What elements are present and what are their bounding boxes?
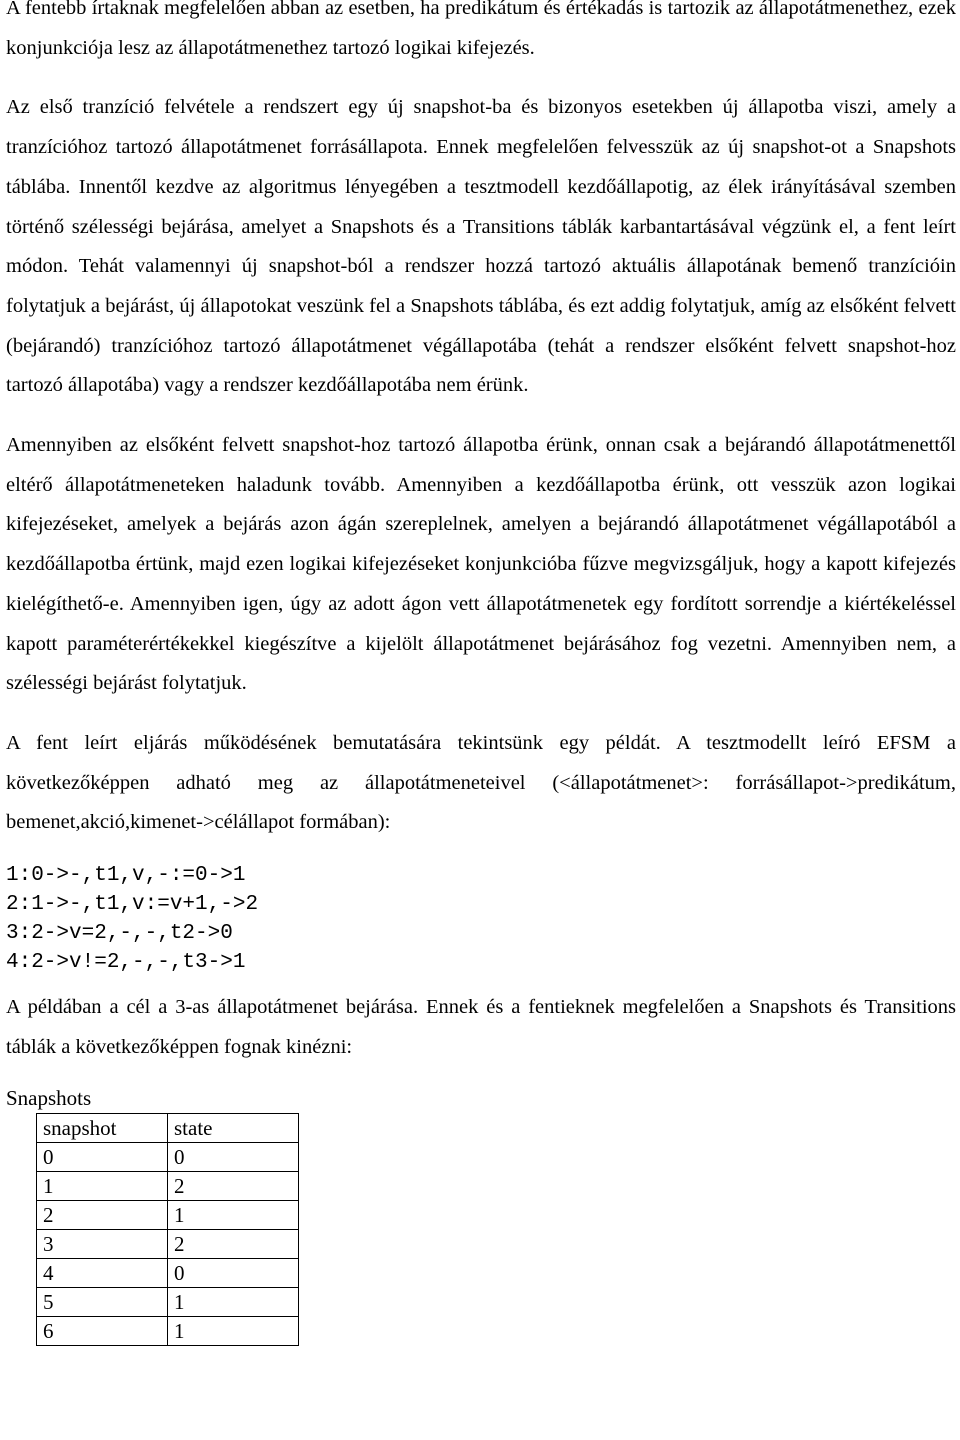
table-cell: 2	[168, 1230, 299, 1259]
table-row	[37, 1143, 299, 1172]
table-row	[37, 1259, 299, 1288]
table-cell: 5	[37, 1288, 168, 1317]
table-cell: 0	[168, 1259, 299, 1288]
code-line: 4:2->v!=2,-,-,t3->1	[6, 951, 246, 975]
transition-list	[6, 861, 956, 977]
code-line: 1:0->-,t1,v,-:=0->1	[6, 864, 246, 888]
table-row	[37, 1201, 299, 1230]
document-page	[6, 0, 956, 1346]
paragraph: A fent leírt eljárás működésének bemutatására tekintsünk egy példát. A tesztmodellt leíró EFSM a következőképpen adható meg az állapotátmeneteivel (<állapotátmenet>: forrásállapot->predikátum, bemenet,akció,kimenet->célállapot formában):	[6, 731, 956, 834]
paragraph: Amennyiben az elsőként felvett snapshot-hoz tartozó állapotba érünk, onnan csak a bejárandó állapotátmenettől eltérő állapotátmeneteken haladunk tovább. Amennyiben a kezdőállapotba érünk, ott vesszük azon logikai kifejezéseket, amelyek a bejárás azon ágán szereplelnek, amelyen a bejárandó állapotátmenet végállapotából a kezdőállapotba értünk, majd ezen logikai kifejezéseket konjunkcióba fűzve megvizsgáljuk, hogy a kapott kifejezés kielégíthető-e. Amennyiben igen, úgy az adott ágon vett állapotátmenetek egy fordított sorrendje a kiértékeléssel kapott paraméterértékekkel kiegészítve a kijelölt állapotátmenet bejárásához fog vezetni. Amennyiben nem, a szélességi bejárást folytatjuk.	[6, 434, 956, 695]
table-header-row	[37, 1114, 299, 1143]
code-line: 2:1->-,t1,v:=v+1,->2	[6, 893, 259, 917]
table-row	[37, 1288, 299, 1317]
table-cell: 0	[37, 1143, 168, 1172]
snapshots-table	[36, 1113, 299, 1346]
table-cell: 1	[168, 1201, 299, 1230]
table-cell: 1	[37, 1172, 168, 1201]
table-row	[37, 1317, 299, 1346]
table-cell: 2	[168, 1172, 299, 1201]
table-header-cell: state	[168, 1114, 299, 1143]
snapshots-table-title: Snapshots	[6, 1086, 92, 1111]
table-cell: 1	[168, 1317, 299, 1346]
table-cell: 0	[168, 1143, 299, 1172]
paragraph: Az első tranzíció felvétele a rendszert egy új snapshot-ba és bizonyos esetekben új állapotba viszi, amely a tranzícióhoz tartozó állapotátmenet forrásállapota. Ennek megfelelően felvesszük az új snapshot-ot a Snapshots táblába. Innentől kezdve az algoritmus lényegében a tesztmodell kezdőállapotig, az élek irányításával szemben történő szélességi bejárása, amelyet a Snapshots és a Transitions táblák karbantartásával végzünk el, a fent leírt módon. Tehát valamennyi új snapshot-ból a rendszer hozzá tartozó aktuális állapotának bemenő tranzícióin folytatjuk a bejárást, új állapotokat veszünk fel a Snapshots táblába, és ezt addig folytatjuk, amíg az elsőként felvett (bejárandó) tranzícióhoz tartozó állapotátmenet végállapotába (tehát a rendszer elsőként felvett snapshot-hoz tartozó állapotába) vagy a rendszer kezdőállapotába nem érünk.	[6, 96, 956, 397]
paragraph: A fentebb írtaknak megfelelően abban az esetben, ha predikátum és értékadás is tartozik az állapotátmenethez, ezek konjunkciója lesz az állapotátmenethez tartozó logikai kifejezés.	[6, 0, 956, 59]
table-header-cell: snapshot	[37, 1114, 168, 1143]
paragraph: A példában a cél a 3-as állapotátmenet bejárása. Ennek és a fentieknek megfelelően a Snapshots és Transitions táblák a következőképpen fognak kinézni:	[6, 996, 956, 1058]
table-row	[37, 1230, 299, 1259]
code-line: 3:2->v=2,-,-,t2->0	[6, 922, 233, 946]
table-cell: 6	[37, 1317, 168, 1346]
table-row	[37, 1172, 299, 1201]
table-cell: 4	[37, 1259, 168, 1288]
table-cell: 1	[168, 1288, 299, 1317]
table-cell: 2	[37, 1201, 168, 1230]
table-cell: 3	[37, 1230, 168, 1259]
